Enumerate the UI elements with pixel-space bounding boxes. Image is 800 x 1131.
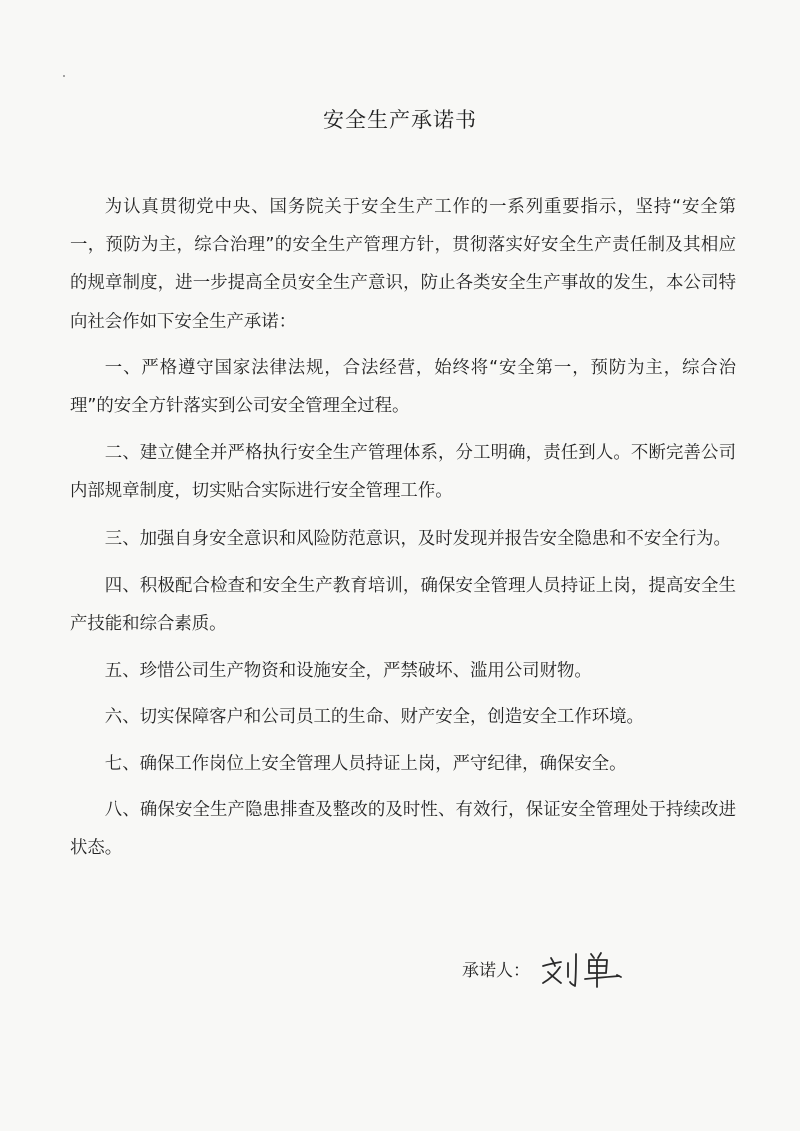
signature-block [462,945,629,991]
commitment-7: 七、确保工作岗位上安全管理人员持证上岗，严守纪律，确保安全。 [104,753,627,774]
commitment-3: 三、加强自身安全意识和风险防范意识，及时发现并报告安全隐患和不安全行为。 [104,528,731,549]
document-body [70,188,736,876]
document-title: 安全生产承诺书 [323,108,477,132]
commitment-2: 二、建立健全并严格执行安全生产管理体系，分工明确，责任到人。不断完善公司内部规章制度，切实贴合实际进行安全管理工作。 [70,443,736,502]
scan-speck [63,75,65,77]
commitment-8: 八、确保安全生产隐患排查及整改的及时性、有效行，保证安全管理处于持续改进状态。 [70,799,736,859]
commitment-1: 一、严格遵守国家法律法规，合法经营，始终将“安全第一，预防为主，综合治理”的安全方针落实到公司安全管理全过程。 [70,357,736,417]
commitment-5: 五、珍惜公司生产物资和设施安全，严禁破坏、滥用公司财物。 [104,661,592,682]
commitment-6: 六、切实保障客户和公司员工的生命、财产安全，创造安全工作环境。 [104,707,644,728]
commitment-4: 四、积极配合检查和安全生产教育培训，确保安全管理人员持证上岗，提高安全生产技能和综合素质。 [70,575,736,635]
handwritten-signature [537,945,629,991]
intro-paragraph: 为认真贯彻党中央、国务院关于安全生产工作的一系列重要指示，坚持“安全第一，预防为主，综合治理”的安全生产管理方针，贯彻落实好安全生产责任制及其相应的规章制度，进一步提高全员安全生产意识，防止各类安全生产事故的发生，本公司特向社会作如下安全生产承诺： [70,197,736,332]
signature-label: 承诺人： [462,960,530,981]
